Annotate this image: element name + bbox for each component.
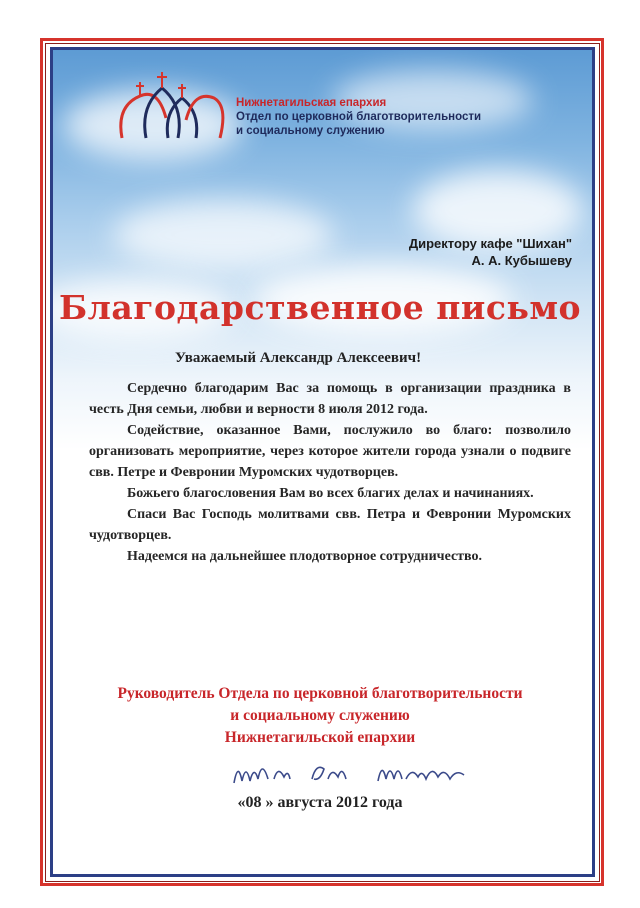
signatory-title <box>0 683 640 749</box>
signatory-line: и социальному служению <box>230 707 410 724</box>
body-paragraph: Сердечно благодарим Вас за помощь в организации праздника в честь Дня семьи, любви и верности 8 июля 2012 года. <box>89 381 571 417</box>
department-name-cont: и социальному служению <box>236 125 385 137</box>
church-domes-logo-icon <box>110 68 230 140</box>
addressee-position: Директору кафе "Шихан" <box>408 236 572 251</box>
handwritten-signature <box>228 755 478 791</box>
letter-title: Благодарственное письмо <box>58 288 582 327</box>
body-paragraph: Божьего благословения Вам во всех благих делах и начинаниях. <box>127 486 534 501</box>
department-name: Отдел по церковной благотворительности <box>236 111 482 123</box>
letter-body <box>89 378 571 567</box>
body-paragraph: Надеемся на дальнейшее плодотворное сотрудничество. <box>127 549 483 564</box>
diocese-name: Нижнетагильская епархия <box>236 97 387 109</box>
greeting: Уважаемый Александр Алексеевич! <box>175 350 422 366</box>
body-paragraph: Содействие, оказанное Вами, послужило во благо: позволило организовать мероприятие, через которое жители города узнали о подвиге свв. Петре и Февронии Муромских чудотворцев. <box>89 423 571 480</box>
signatory-line: Руководитель Отдела по церковной благотворительности <box>117 685 523 702</box>
letter-date: «08 » августа 2012 года <box>237 794 403 811</box>
body-paragraph: Спаси Вас Господь молитвами свв. Петра и Февронии Муромских чудотворцев. <box>89 507 571 543</box>
addressee <box>409 235 572 269</box>
addressee-name: А. А. Кубышеву <box>471 253 572 268</box>
signatory-line: Нижнетагильской епархии <box>224 729 416 746</box>
organization-header <box>236 96 481 138</box>
